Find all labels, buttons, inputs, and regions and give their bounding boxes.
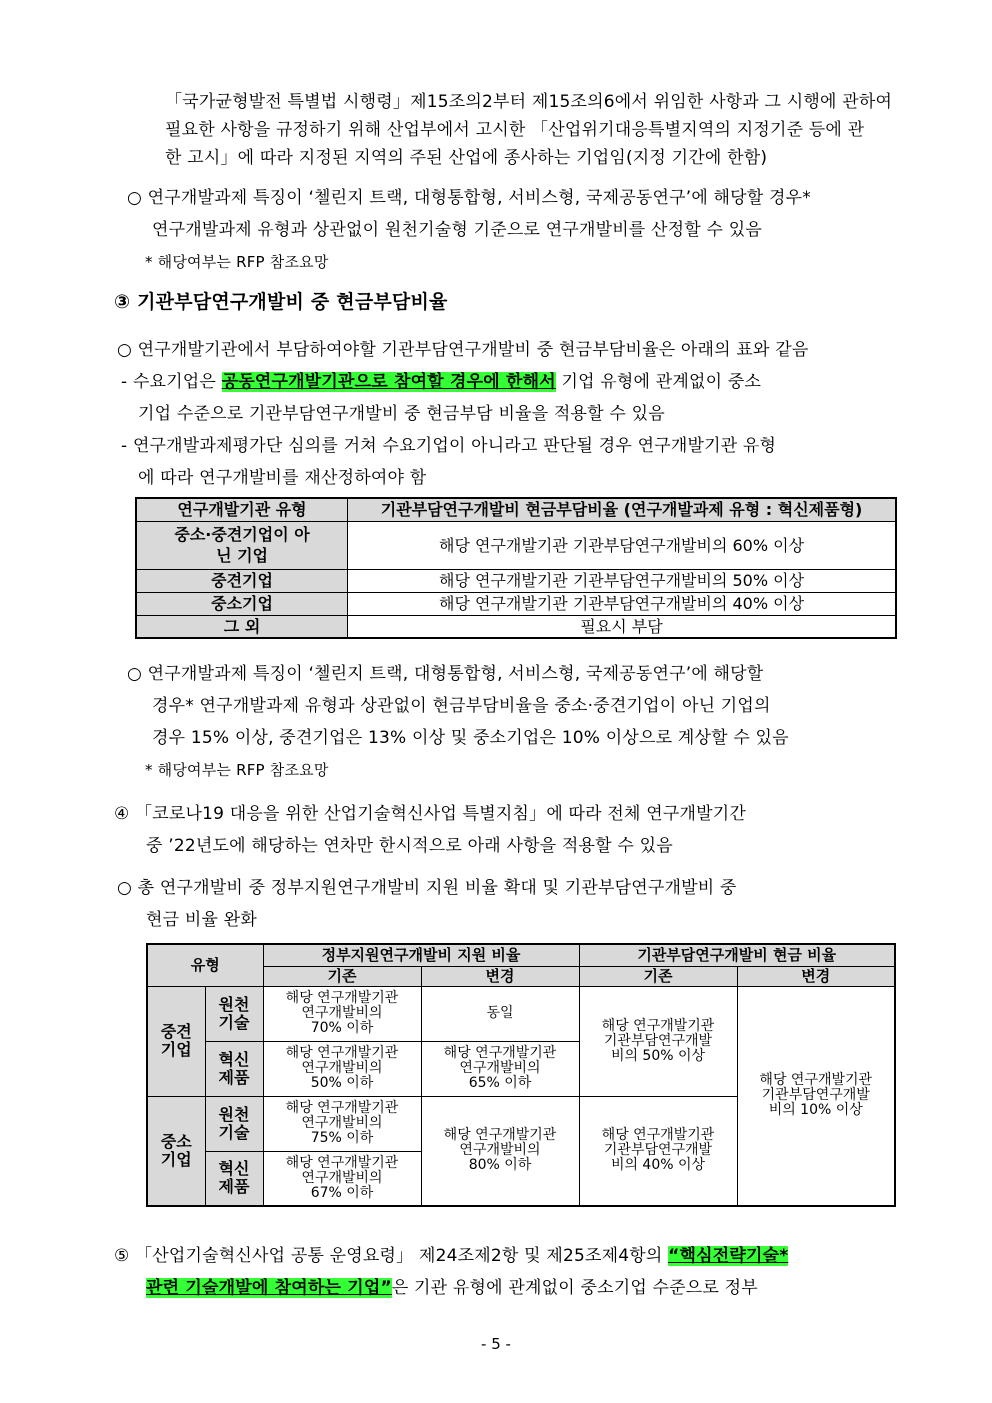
table1-row-ratio: 해당 연구개발기관 기관부담연구개발비의 40% 이상 [348,592,896,615]
table2-small-orig: 원천 기술 [205,1096,263,1151]
intro-line-1: 「국가균형발전 특별법 시행령」제15조의2부터 제15조의6에서 위임한 사항과 그 시행에 관하여 [165,92,893,112]
table1-row-type: 중소기업 [136,592,348,615]
section5-line1-prefix: ⑤ 「산업기술혁신사업 공통 운영요령」 제24조제2항 및 제25조제4항의 [114,1246,669,1266]
table2-mid-orig-before: 해당 연구개발기관 연구개발비의 70% 이하 [263,986,421,1041]
table2-cash-before: 기존 [579,966,737,986]
table2-mid-orig: 원천 기술 [205,986,263,1041]
section4-bullet-line-2: 현금 비율 완화 [146,910,257,930]
table1-row-type: 중견기업 [136,569,348,592]
table2-gov-header: 정부지원연구개발비 지원 비율 [263,944,579,966]
table1-row-ratio: 필요시 부담 [348,615,896,638]
table1-row-type: 그 외 [136,615,348,638]
table2-small-innov-before: 해당 연구개발기관 연구개발비의 67% 이하 [263,1151,421,1206]
highlight-joint-participation: 공동연구개발기관으로 참여할 경우에 한해서 [221,372,556,392]
table2-mid-innov-before: 해당 연구개발기관 연구개발비의 50% 이하 [263,1041,421,1096]
bullet2-line-3: 경우 15% 이상, 중견기업은 13% 이상 및 중소기업은 10% 이상으로 계상할 수 있음 [152,728,789,748]
bullet1-line-1: ○ 연구개발과제 특징이 ‘첼린지 트랙, 대형통합형, 서비스형, 국제공동연구’에 해당할 경우* [127,188,811,208]
section3-dash1-line-1 [121,370,761,394]
section3-bullet: ○ 연구개발기관에서 부담하여야할 기관부담연구개발비 중 현금부담비율은 아래의 표와 같음 [117,340,809,360]
table2-small-orig-before: 해당 연구개발기관 연구개발비의 75% 이하 [263,1096,421,1151]
highlight-participating-company: 관련 기술개발에 참여하는 기업” [146,1278,392,1298]
table1-row-type: 중소·중견기업이 아닌 기업 [136,521,348,569]
intro-line-3: 한 고시」에 따라 지정된 지역의 주된 산업에 종사하는 기업임(지정 기간에 한함) [165,148,768,168]
table2-small-innov: 혁신 제품 [205,1151,263,1206]
highlight-core-tech: “핵심전략기술* [668,1246,789,1266]
bullet2-line-1: ○ 연구개발과제 특징이 ‘첼린지 트랙, 대형통합형, 서비스형, 국제공동연구’에 해당할 [127,664,764,684]
table2-mid-company: 중견 기업 [147,986,205,1096]
table2-type-header: 유형 [147,944,263,986]
bullet2-line-2: 경우* 연구개발과제 유형과 상관없이 현금부담비율을 중소·중견기업이 아닌 기업의 [152,696,771,716]
table2-gov-after: 변경 [421,966,579,986]
bullet1-note: * 해당여부는 RFP 참조요망 [145,253,329,271]
table1-row-ratio: 해당 연구개발기관 기관부담연구개발비의 60% 이상 [348,521,896,569]
table2-cash-after: 변경 [737,966,895,986]
section5-line-2 [146,1276,758,1300]
section3-dash1-line-2: 기업 수준으로 기관부담연구개발비 중 현금부담 비율을 적용할 수 있음 [138,404,665,424]
dash1-prefix: - 수요기업은 [121,372,222,392]
section5-line-1 [114,1244,788,1268]
section4-line-1: ④ 「코로나19 대응을 위한 산업기술혁신사업 특별지침」에 따라 전체 연구개발기간 [114,804,746,824]
bullet2-note: * 해당여부는 RFP 참조요망 [145,761,329,779]
table2-small-company: 중소 기업 [147,1096,205,1206]
section3-heading: ③ 기관부담연구개발비 중 현금부담비율 [114,291,448,313]
table1-header-ratio: 기관부담연구개발비 현금부담비율 (연구개발과제 유형 : 혁신제품형) [348,498,896,521]
covid-ratio-table [146,943,896,1207]
table2-gov-before: 기존 [263,966,421,986]
section4-bullet-line-1: ○ 총 연구개발비 중 정부지원연구개발비 지원 비율 확대 및 기관부담연구개발비 중 [117,878,737,898]
intro-line-2: 필요한 사항을 규정하기 위해 산업부에서 고시한 「산업위기대응특별지역의 지정기준 등에 관 [165,120,865,140]
table2-mid-innov: 혁신 제품 [205,1041,263,1096]
section5-line2-suffix: 은 기관 유형에 관계없이 중소기업 수준으로 정부 [391,1278,758,1298]
table1-header-type: 연구개발기관 유형 [136,498,348,521]
cash-ratio-table [135,497,897,639]
section3-dash2-line-1: - 연구개발과제평가단 심의를 거쳐 수요기업이 아니라고 판단될 경우 연구개발기관 유형 [121,436,777,456]
dash1-suffix: 기업 유형에 관계없이 중소 [555,372,762,392]
table1-row-ratio: 해당 연구개발기관 기관부담연구개발비의 50% 이상 [348,569,896,592]
table2-mid-innov-after: 해당 연구개발기관 연구개발비의 65% 이하 [421,1041,579,1096]
table2-mid-cash-before: 해당 연구개발기관 기관부담연구개발 비의 50% 이상 [579,986,737,1096]
table2-cash-after-value: 해당 연구개발기관 기관부담연구개발 비의 10% 이상 [737,986,895,1206]
bullet1-line-2: 연구개발과제 유형과 상관없이 원천기술형 기준으로 연구개발비를 산정할 수 있음 [152,220,762,240]
table2-cash-header: 기관부담연구개발비 현금 비율 [579,944,895,966]
table2-mid-orig-after: 동일 [421,986,579,1041]
section4-line-2: 중 ’22년도에 해당하는 연차만 한시적으로 아래 사항을 적용할 수 있음 [146,836,673,856]
table2-small-cash-before: 해당 연구개발기관 기관부담연구개발 비의 40% 이상 [579,1096,737,1206]
table2-small-after: 해당 연구개발기관 연구개발비의 80% 이하 [421,1096,579,1206]
page-number: - 5 - [481,1335,511,1353]
section3-dash2-line-2: 에 따라 연구개발비를 재산정하여야 함 [138,468,427,488]
